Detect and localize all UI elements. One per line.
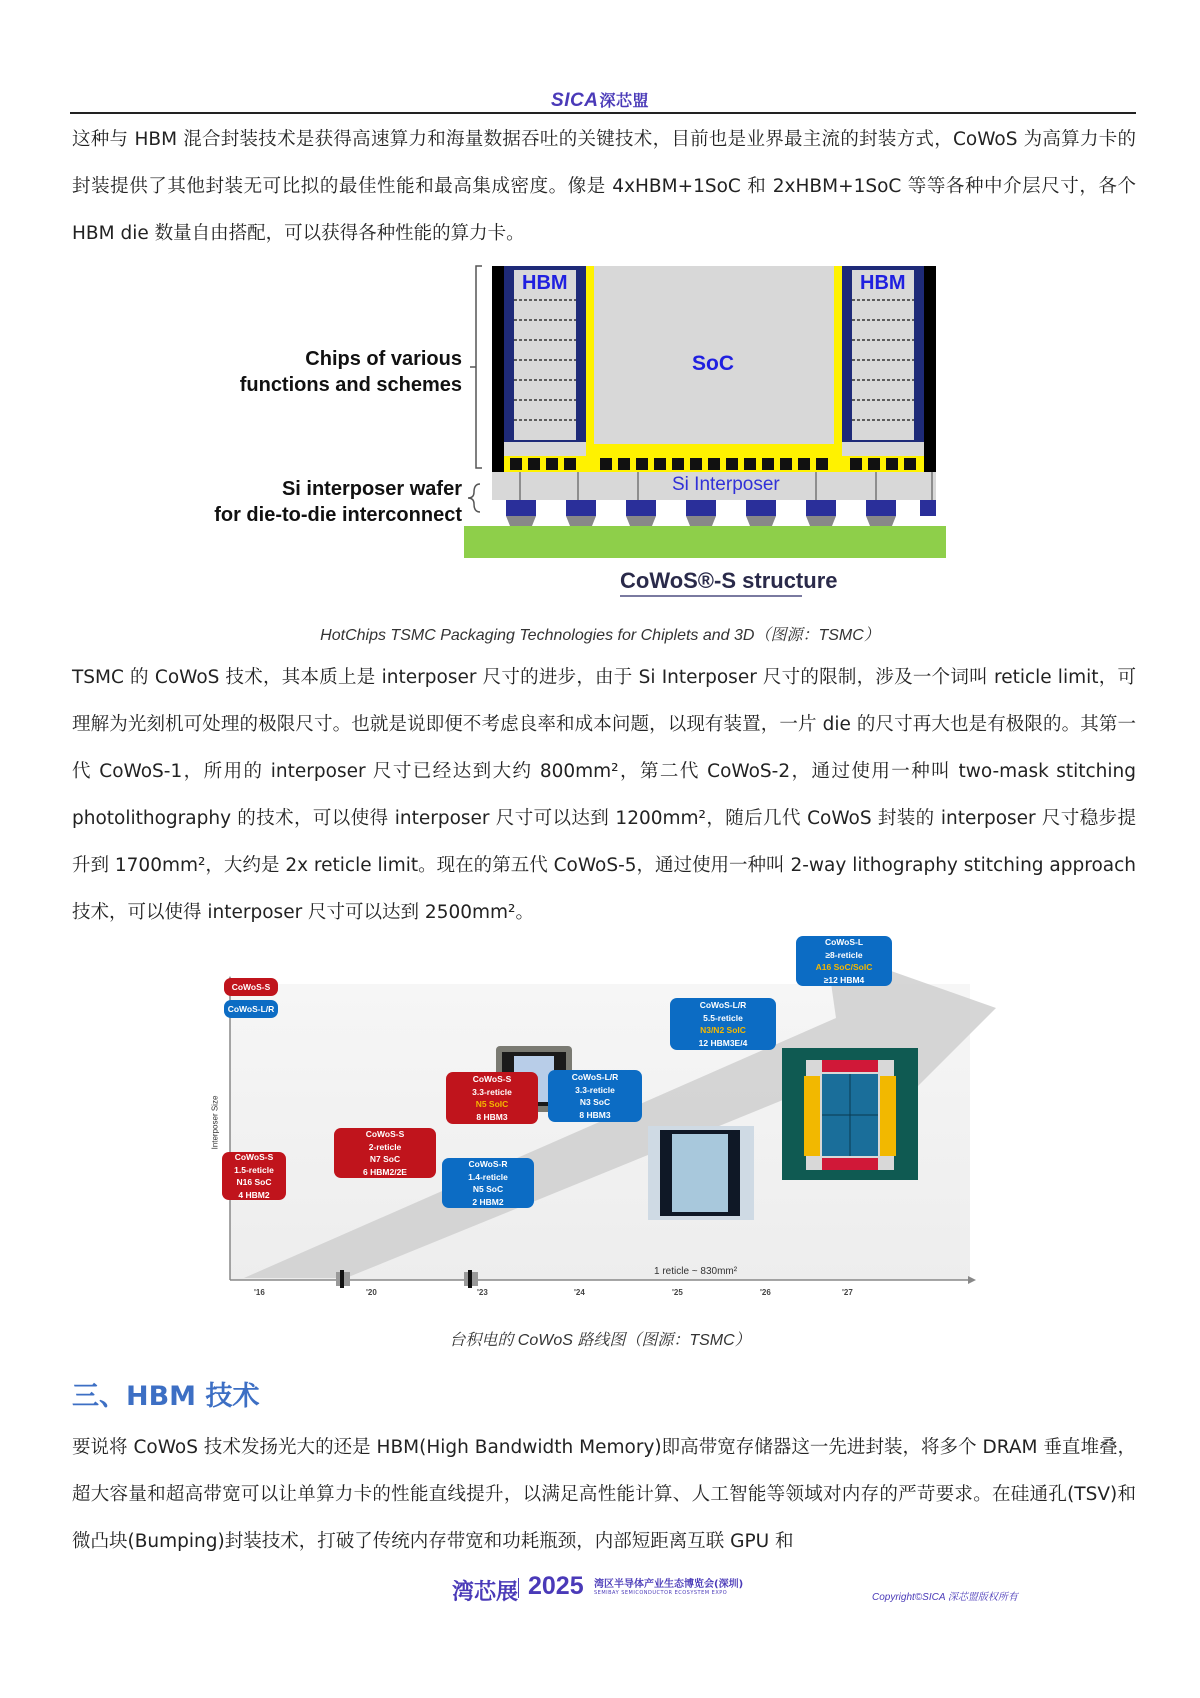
box-line: N5 SoC: [472, 1184, 504, 1194]
box-line: ≥8-reticle: [825, 949, 863, 960]
box-line: N7 SoC: [369, 1154, 401, 1164]
box-line: CoWoS-S: [472, 1074, 512, 1084]
roadmap-box-2023-s: [446, 1072, 538, 1124]
roadmap-background: [196, 948, 1006, 1300]
roadmap-box-2020: [334, 1128, 436, 1178]
figure-2-caption: 台积电的 CoWoS 路线图（图源：TSMC）: [449, 1332, 751, 1349]
paragraph-2-text: TSMC 的 CoWoS 技术，其本质上是 interposer 尺寸的进步，由于 Si Interposer 尺寸的限制，涉及一个词叫 reticle limit，可理解为光刻机可处理的极限尺寸。也就是说即便不考虑良率和成本问题，以现有装置，一片 die 的尺寸再大也是有极限的。其第一代 CoWoS-1，所用的 interposer 尺寸已经达到大约 800mm²，第二代 CoWoS-2，通过使用一种叫 two-mask stitching photolithography 的技术，可以使得 interposer 尺寸可以达到 1200mm²，随后几代 CoWoS 封装的 interposer 尺寸稳步提升到 1700mm²，大约是 2x reticle limit。现在的第五代 CoWoS-5，通过使用一种叫 2-way lithography stitching approach 技术，可以使得 interposer 尺寸可以达到 2500mm²。: [72, 667, 1136, 923]
figure-cowos-structure: [180, 262, 990, 602]
box-line: CoWoS-L: [824, 937, 864, 947]
legend-cowos-lr-label: CoWoS-L/R: [227, 1003, 275, 1014]
x-tick-26: '26: [760, 1288, 771, 1297]
box-line: 6 HBM2/2E: [363, 1166, 407, 1177]
figure-cowos-roadmap: [196, 937, 1006, 1300]
footer-copyright: Copyright©SICA 深芯盟版权所有: [872, 1592, 1018, 1603]
paragraph-3: [72, 1424, 1136, 1565]
box-line: CoWoS-L/R: [699, 1000, 747, 1010]
box-line: 3.3-reticle: [575, 1084, 615, 1095]
si-interposer-label: Si Interposer: [672, 474, 780, 495]
logo-cn: 深芯盟: [599, 93, 649, 110]
paragraph-1: [72, 116, 1136, 257]
box-line: 8 HBM3: [476, 1111, 508, 1122]
label-si-line1: Si interposer wafer: [281, 478, 462, 500]
roadmap-box-2024: [548, 1070, 642, 1122]
box-line: CoWoS-S: [365, 1129, 405, 1139]
box-line: 5.5-reticle: [703, 1012, 743, 1023]
legend-cowos-s-label: CoWoS-S: [231, 981, 271, 992]
x-tick-20: '20: [366, 1288, 377, 1297]
header-logo: [0, 88, 1200, 112]
box-line: CoWoS-L/R: [571, 1072, 619, 1082]
box-line: CoWoS-R: [468, 1159, 508, 1169]
y-axis-label: Interposer Size: [210, 1095, 220, 1150]
x-tick-16: '16: [254, 1288, 265, 1297]
box-line: 2 HBM2: [472, 1196, 504, 1207]
diagram-title: CoWoS®-S structure: [620, 568, 838, 593]
section-title: 三、HBM 技术: [72, 1381, 260, 1412]
hbm-left-label: HBM: [522, 272, 568, 294]
x-tick-23: '23: [477, 1288, 488, 1297]
soc-label: SoC: [692, 352, 734, 375]
label-si-line2: for die-to-die interconnect: [214, 504, 462, 526]
footer-year: 2025: [528, 1572, 584, 1600]
box-line: N16 SoC: [236, 1177, 272, 1187]
label-chips-line2: functions and schemes: [239, 374, 462, 396]
x-tick-25: '25: [672, 1288, 683, 1297]
legend-cowos-s: [224, 978, 278, 996]
roadmap-box-2016: [222, 1152, 286, 1200]
x-tick-27: '27: [842, 1288, 853, 1297]
paragraph-3-text: 要说将 CoWoS 技术发扬光大的还是 HBM(High Bandwidth Memory)即高带宽存储器这一先进封装，将多个 DRAM 垂直堆叠，超大容量和超高带宽可以让单算力卡的性能直线提升，以满足高性能计算、人工智能等领域对内存的严苛要求。在硅通孔(TSV)和微凸块(Bumping)封装技术，打破了传统内存带宽和功耗瓶颈，内部短距离互联 GPU 和: [72, 1437, 1136, 1552]
legend-cowos-lr: [224, 1000, 278, 1018]
paragraph-2: [72, 654, 1136, 936]
paragraph-1-text: 这种与 HBM 混合封装技术是获得高速算力和海量数据吞吐的关键技术，目前也是业界最主流的封装方式，CoWoS 为高算力卡的封装提供了其他封装无可比拟的最佳性能和最高集成密度。像是 4xHBM+1SoC 和 2xHBM+1SoC 等等各种中介层尺寸，各个 HBM die 数量自由搭配，可以获得各种性能的算力卡。: [72, 129, 1136, 244]
box-line: 4 HBM2: [238, 1189, 270, 1200]
box-line: 2-reticle: [368, 1141, 402, 1152]
figure-1-caption: HotChips TSMC Packaging Technologies for Chiplets and 3D（图源：TSMC）: [320, 627, 880, 644]
box-line: CoWoS-S: [234, 1152, 274, 1162]
box-line: 8 HBM3: [579, 1109, 611, 1120]
box-line: ≥12 HBM4: [823, 974, 865, 985]
logo-latin: SICA: [551, 90, 599, 111]
box-line-highlight: N3/N2 SoIC: [700, 1025, 746, 1035]
footer-brand: 湾芯展: [452, 1580, 519, 1605]
box-line: 1.5-reticle: [234, 1164, 274, 1175]
cowos-structure-diagram: [180, 262, 990, 602]
hbm-right-label: HBM: [860, 272, 906, 294]
roadmap-box-2025: [670, 998, 776, 1050]
box-line: 3.3-reticle: [472, 1086, 512, 1097]
box-line-highlight: N5 SoIC: [475, 1099, 509, 1109]
roadmap-box-2023-r: [442, 1158, 534, 1208]
box-line: 12 HBM3E/4: [698, 1037, 748, 1048]
box-line: N3 SoC: [579, 1097, 611, 1107]
header-divider: [70, 112, 1136, 114]
box-line-highlight: A16 SoC/SoIC: [815, 962, 873, 972]
footer-expo-en: SEMIBAY SEMICONDUCTOR ECOSYSTEM EXPO: [594, 1590, 728, 1596]
footer-separator: [518, 1578, 519, 1598]
roadmap-box-2027: [796, 936, 892, 986]
label-chips-line1: Chips of various: [305, 348, 462, 370]
reticle-note: 1 reticle ~ 830mm²: [654, 1266, 738, 1277]
footer-expo-cn: 湾区半导体产业生态博览会(深圳): [594, 1579, 744, 1590]
box-line: 1.4-reticle: [468, 1171, 508, 1182]
x-tick-24: '24: [574, 1288, 585, 1297]
